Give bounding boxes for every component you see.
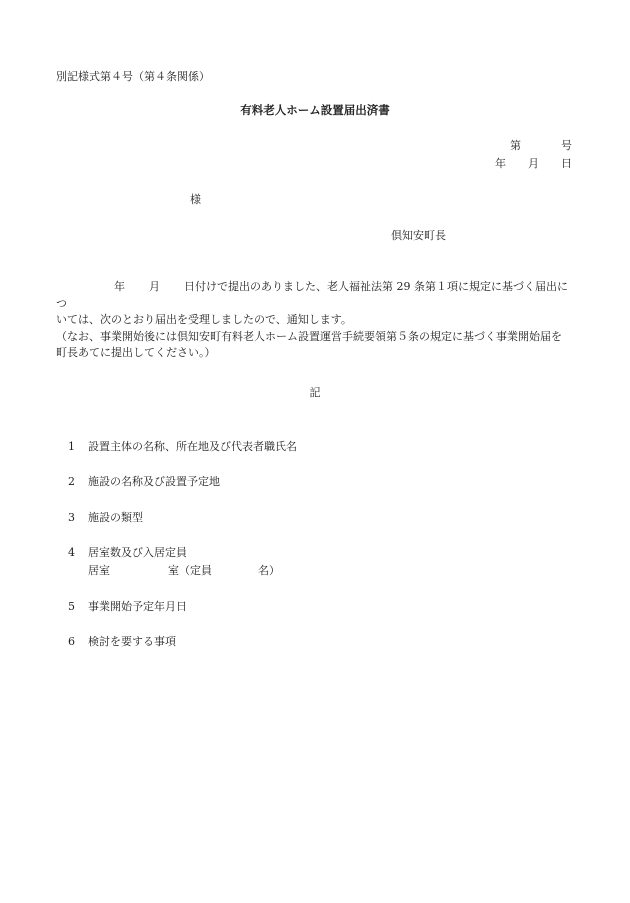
body-line-3: （なお、事業開始後には倶知安町有料老人ホーム設置運営手続要領第５条の規定に基づく事業開始届を <box>56 329 562 343</box>
list-item <box>68 475 220 489</box>
list-item <box>68 546 187 560</box>
body-month: 月 <box>149 280 160 293</box>
room-close: 名） <box>258 564 280 577</box>
ki-heading: 記 <box>309 386 321 399</box>
addressee: 様 <box>190 193 201 206</box>
body-line-1 <box>56 279 576 312</box>
body-line-2: いては、次のとおり届出を受理しましたので、通知します。 <box>56 313 352 326</box>
issuer: 倶知安町長 <box>391 229 446 242</box>
item-label: 設置主体の名称、所在地及び代表者職氏名 <box>88 440 297 453</box>
list-item <box>68 600 187 614</box>
item-label: 施設の類型 <box>88 511 143 524</box>
list-item <box>68 635 176 649</box>
item-number: 3 <box>68 511 75 524</box>
body-year: 年 <box>114 280 125 293</box>
item-label: 施設の名称及び設置予定地 <box>88 475 220 488</box>
item-number: 1 <box>68 440 75 453</box>
issue-date-day: 日 <box>561 157 572 170</box>
list-item <box>68 440 297 454</box>
room-count-line <box>88 564 280 578</box>
issue-date-year: 年 <box>495 157 506 170</box>
item-number: 2 <box>68 475 75 488</box>
document-title: 有料老人ホーム設置届出済書 <box>240 103 390 117</box>
item-label: 事業開始予定年月日 <box>88 600 187 613</box>
body-line-4: 町長あてに提出してください。） <box>56 346 216 359</box>
issue-date <box>495 157 572 171</box>
body-text <box>56 279 576 362</box>
body-line-1-rest: 日付けで提出のありました、老人福祉法第 29 条第１項に規定に基づく届出につ <box>56 280 568 310</box>
document-number-suffix: 号 <box>561 139 572 152</box>
item-number: 5 <box>68 600 75 613</box>
item-label: 検討を要する事項 <box>88 635 176 648</box>
room-label: 居室 <box>88 564 110 577</box>
item-label: 居室数及び入居定員 <box>88 546 187 559</box>
document-number-prefix: 第 <box>510 139 521 152</box>
issue-date-month: 月 <box>528 157 539 170</box>
item-number: 4 <box>68 546 75 559</box>
list-item <box>68 511 143 525</box>
room-unit: 室（定員 <box>168 564 212 577</box>
item-number: 6 <box>68 635 75 648</box>
form-number: 別記様式第４号（第４条関係） <box>56 70 210 83</box>
document-number <box>510 139 572 153</box>
